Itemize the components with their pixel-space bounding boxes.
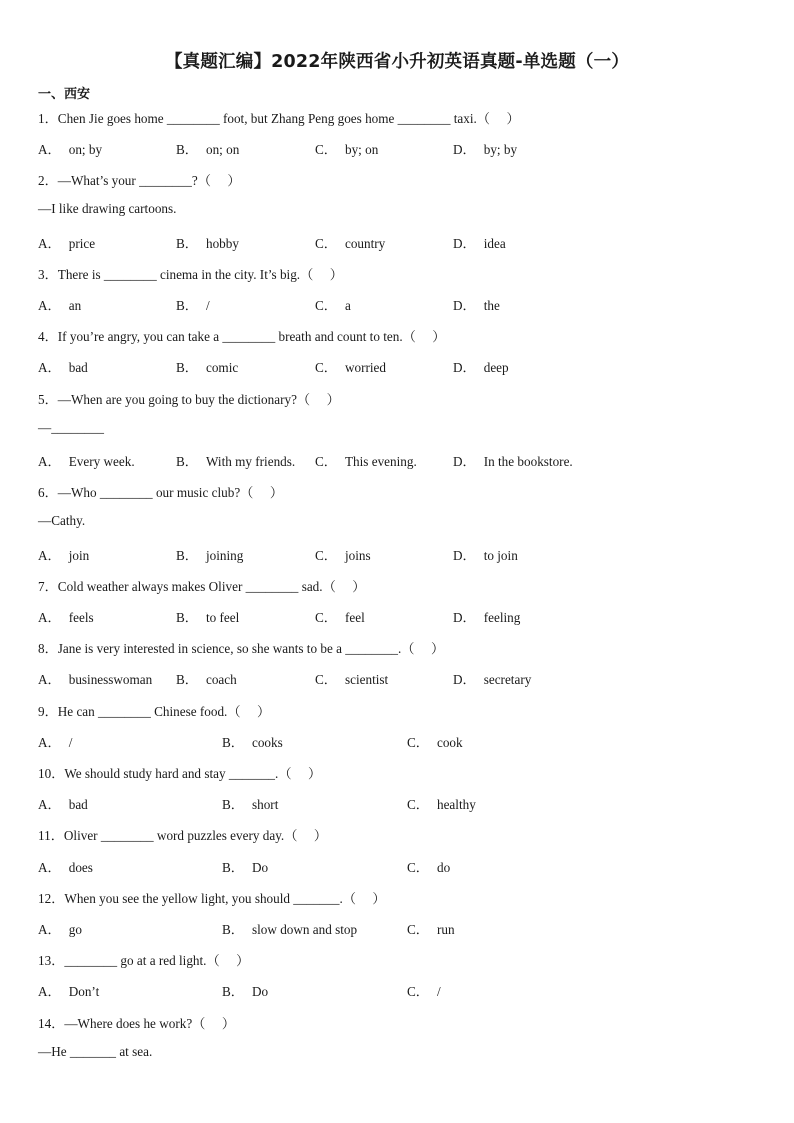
- option-d[interactable]: [453, 451, 573, 470]
- option-b[interactable]: [222, 857, 268, 876]
- question-dialogue-line: —Cathy.: [38, 513, 86, 528]
- option-text: /: [68, 735, 73, 750]
- option-text: feel: [344, 610, 365, 625]
- option-text: a: [344, 298, 351, 313]
- option-text: With my friends.: [205, 454, 296, 469]
- question-dialogue-line: —I like drawing cartoons.: [38, 201, 177, 216]
- option-c[interactable]: [407, 857, 450, 876]
- option-text: /: [436, 984, 441, 999]
- option-label: C．: [315, 454, 337, 469]
- option-text: the: [483, 298, 500, 313]
- option-label: B．: [176, 298, 198, 313]
- option-a[interactable]: [38, 545, 89, 564]
- option-text: worried: [344, 360, 386, 375]
- option-label: C．: [407, 922, 429, 937]
- option-a[interactable]: [38, 981, 99, 1000]
- option-label: D．: [453, 142, 476, 157]
- option-b[interactable]: [176, 545, 243, 564]
- option-label: D．: [453, 360, 476, 375]
- option-label: C．: [315, 236, 337, 251]
- option-label: C．: [315, 298, 337, 313]
- option-label: A．: [38, 610, 61, 625]
- option-label: B．: [176, 548, 198, 563]
- option-b[interactable]: [176, 233, 239, 252]
- question-stem: 2．—What’s your ________?（ ）: [38, 173, 241, 188]
- option-a[interactable]: [38, 451, 135, 470]
- option-label: B．: [176, 672, 198, 687]
- option-label: A．: [38, 548, 61, 563]
- option-a[interactable]: [38, 857, 93, 876]
- option-text: joining: [205, 548, 244, 563]
- option-text: Every week.: [68, 454, 135, 469]
- option-label: B．: [176, 454, 198, 469]
- option-label: B．: [222, 797, 244, 812]
- option-label: B．: [176, 142, 198, 157]
- option-a[interactable]: [38, 794, 88, 813]
- option-c[interactable]: [315, 451, 417, 470]
- option-text: by; on: [344, 142, 379, 157]
- option-text: by; by: [483, 142, 518, 157]
- question-stem: 12．When you see the yellow light, you should _______.（ ）: [38, 891, 386, 906]
- question-stem: 5．—When are you going to buy the dictionary?（ ）: [38, 392, 340, 407]
- option-text: Do: [251, 984, 269, 999]
- option-text: cook: [436, 735, 463, 750]
- option-label: D．: [453, 298, 476, 313]
- option-label: A．: [38, 735, 61, 750]
- question-stem: 4．If you’re angry, you can take a ________ breath and count to ten.（ ）: [38, 329, 446, 344]
- option-label: C．: [315, 672, 337, 687]
- option-text: go: [68, 922, 82, 937]
- question-stem: 7．Cold weather always makes Oliver ________ sad.（ ）: [38, 579, 366, 594]
- question-stem: 3．There is ________ cinema in the city. It’s big.（ ）: [38, 267, 343, 282]
- question-stem: 10．We should study hard and stay _______.（ ）: [38, 766, 322, 781]
- option-label: C．: [315, 142, 337, 157]
- option-a[interactable]: [38, 919, 82, 938]
- question-stem: 8．Jane is very interested in science, so she wants to be a ________.（ ）: [38, 641, 445, 656]
- option-text: businesswoman: [68, 672, 153, 687]
- option-text: /: [205, 298, 210, 313]
- option-a[interactable]: [38, 732, 72, 751]
- option-c[interactable]: [315, 295, 351, 314]
- option-text: on; on: [205, 142, 240, 157]
- option-text: to feel: [205, 610, 240, 625]
- option-text: run: [436, 922, 455, 937]
- option-label: A．: [38, 797, 61, 812]
- option-text: to join: [483, 548, 518, 563]
- option-b[interactable]: [176, 607, 239, 626]
- option-a[interactable]: [38, 295, 81, 314]
- option-c[interactable]: [407, 981, 441, 1000]
- option-text: do: [436, 860, 451, 875]
- option-text: bad: [68, 797, 88, 812]
- question-stem: 11．Oliver ________ word puzzles every day.（ ）: [38, 828, 328, 843]
- question-stem: 9．He can ________ Chinese food.（ ）: [38, 704, 271, 719]
- option-text: In the bookstore.: [483, 454, 573, 469]
- option-text: join: [68, 548, 90, 563]
- option-label: B．: [176, 360, 198, 375]
- option-text: Do: [251, 860, 269, 875]
- option-a[interactable]: [38, 233, 95, 252]
- option-label: D．: [453, 236, 476, 251]
- option-text: idea: [483, 236, 506, 251]
- option-c[interactable]: [315, 357, 386, 376]
- option-label: C．: [315, 548, 337, 563]
- option-label: C．: [315, 360, 337, 375]
- option-text: feels: [68, 610, 94, 625]
- option-label: A．: [38, 298, 61, 313]
- option-label: A．: [38, 922, 61, 937]
- option-text: slow down and stop: [251, 922, 358, 937]
- question-dialogue-line: —________: [38, 420, 104, 435]
- option-text: scientist: [344, 672, 389, 687]
- option-b[interactable]: [222, 981, 268, 1000]
- page-title: 【真题汇编】2022年陕西省小升初英语真题-单选题（一）: [164, 52, 630, 72]
- option-text: healthy: [436, 797, 476, 812]
- question-stem: 14．—Where does he work?（ ）: [38, 1016, 236, 1031]
- option-label: B．: [176, 236, 198, 251]
- option-label: C．: [407, 860, 429, 875]
- option-text: short: [251, 797, 279, 812]
- option-label: C．: [407, 735, 429, 750]
- section-heading: 一、西安: [38, 87, 91, 102]
- option-text: on; by: [68, 142, 103, 157]
- option-label: D．: [453, 548, 476, 563]
- option-a[interactable]: [38, 607, 94, 626]
- option-label: A．: [38, 984, 61, 999]
- option-label: D．: [453, 454, 476, 469]
- option-text: bad: [68, 360, 88, 375]
- option-d[interactable]: [453, 295, 500, 314]
- option-label: A．: [38, 360, 61, 375]
- option-b[interactable]: [176, 139, 239, 158]
- option-d[interactable]: [453, 139, 517, 158]
- option-b[interactable]: [176, 357, 238, 376]
- option-label: A．: [38, 860, 61, 875]
- option-text: cooks: [251, 735, 283, 750]
- option-c[interactable]: [315, 607, 365, 626]
- option-c[interactable]: [315, 669, 388, 688]
- option-text: deep: [483, 360, 509, 375]
- option-text: feeling: [483, 610, 521, 625]
- option-c[interactable]: [407, 732, 463, 751]
- option-label: A．: [38, 454, 61, 469]
- option-b[interactable]: [222, 732, 283, 751]
- option-text: secretary: [483, 672, 532, 687]
- option-label: B．: [222, 860, 244, 875]
- option-c[interactable]: [407, 919, 455, 938]
- option-d[interactable]: [453, 545, 518, 564]
- option-label: C．: [407, 984, 429, 999]
- option-label: A．: [38, 236, 61, 251]
- option-text: price: [68, 236, 96, 251]
- option-b[interactable]: [222, 794, 278, 813]
- option-label: C．: [407, 797, 429, 812]
- question-stem: 1．Chen Jie goes home ________ foot, but Zhang Peng goes home ________ taxi.（ ）: [38, 111, 520, 126]
- option-label: B．: [176, 610, 198, 625]
- option-d[interactable]: [453, 233, 506, 252]
- option-label: B．: [222, 922, 244, 937]
- option-d[interactable]: [453, 607, 520, 626]
- option-label: D．: [453, 610, 476, 625]
- option-c[interactable]: [315, 139, 378, 158]
- option-label: B．: [222, 984, 244, 999]
- option-b[interactable]: [176, 669, 237, 688]
- option-a[interactable]: [38, 669, 152, 688]
- option-c[interactable]: [407, 794, 476, 813]
- option-a[interactable]: [38, 357, 88, 376]
- option-b[interactable]: [222, 919, 357, 938]
- option-text: country: [344, 236, 386, 251]
- option-text: joins: [344, 548, 371, 563]
- option-text: an: [68, 298, 82, 313]
- question-stem: 6．—Who ________ our music club?（ ）: [38, 485, 284, 500]
- option-b[interactable]: [176, 295, 210, 314]
- question-dialogue-line: —He _______ at sea.: [38, 1044, 153, 1059]
- option-a[interactable]: [38, 139, 102, 158]
- option-c[interactable]: [315, 233, 385, 252]
- option-text: comic: [205, 360, 239, 375]
- option-d[interactable]: [453, 357, 509, 376]
- option-text: Don’t: [68, 984, 100, 999]
- question-stem: 13．________ go at a red light.（ ）: [38, 953, 250, 968]
- option-label: B．: [222, 735, 244, 750]
- option-label: D．: [453, 672, 476, 687]
- option-text: This evening.: [344, 454, 417, 469]
- option-text: hobby: [205, 236, 239, 251]
- option-text: coach: [205, 672, 237, 687]
- option-label: A．: [38, 672, 61, 687]
- option-d[interactable]: [453, 669, 531, 688]
- option-c[interactable]: [315, 545, 371, 564]
- option-b[interactable]: [176, 451, 295, 470]
- option-label: C．: [315, 610, 337, 625]
- option-label: A．: [38, 142, 61, 157]
- option-text: does: [68, 860, 93, 875]
